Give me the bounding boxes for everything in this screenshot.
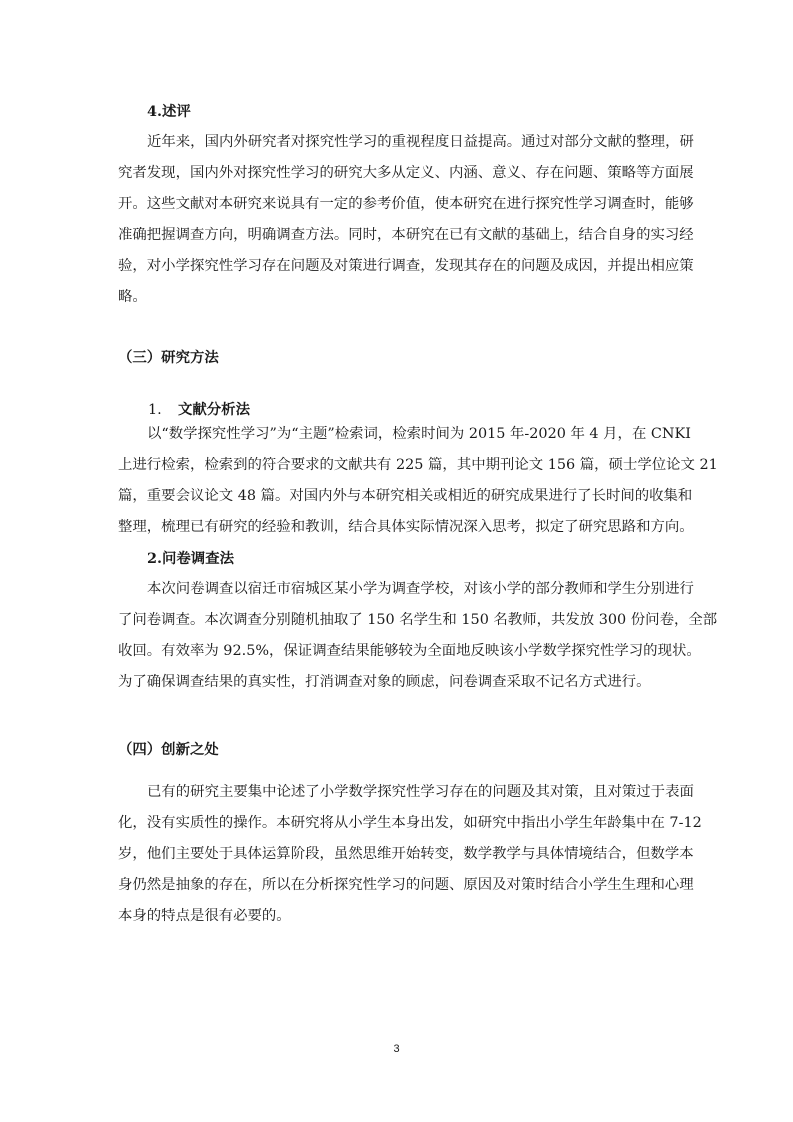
section-heading-review: 4.述评 [147, 103, 191, 120]
subsection-heading-literature: 文献分析法 [178, 401, 250, 418]
paragraph-line: 略。 [118, 289, 147, 305]
paragraph-line: 准确把握调查方向，明确调查方法。同时，本研究在已有文献的基础上，结合自身的实习经 [118, 227, 694, 243]
paragraph-line: 化，没有实质性的操作。本研究将从小学生本身出发，如研究中指出小学生年龄集中在 7-12 [118, 815, 702, 831]
page-number: 3 [393, 1043, 400, 1055]
paragraph-line: 已有的研究主要集中论述了小学数学探究性学习存在的问题及其对策，且对策过于表面 [147, 784, 694, 800]
paragraph-line: 究者发现，国内外对探究性学习的研究大多从定义、内涵、意义、存在问题、策略等方面展 [118, 165, 694, 181]
paragraph-line: 以“数学探究性学习”为“主题”检索词，检索时间为 2015 年-2020 年 4 月，在 CNKI [147, 426, 691, 442]
paragraph-line: 本身的特点是很有必要的。 [118, 908, 291, 924]
paragraph-line: 岁，他们主要处于具体运算阶段，虽然思维开始转变，数学教学与具体情境结合，但数学本 [118, 846, 694, 862]
paragraph-line: 开。这些文献对本研究来说具有一定的参考价值，使本研究在进行探究性学习调查时，能够 [118, 196, 694, 212]
paragraph-line: 验，对小学探究性学习存在问题及对策进行调查，发现其存在的问题及成因，并提出相应策 [118, 258, 694, 274]
paragraph-line: 篇，重要会议论文 48 篇。对国内外与本研究相关或相近的研究成果进行了长时间的收集和 [118, 488, 693, 504]
paragraph-line: 上进行检索，检索到的符合要求的文献共有 225 篇，其中期刊论文 156 篇，硕士学位论文 21 [118, 457, 718, 473]
paragraph-line: 身仍然是抽象的存在，所以在分析探究性学习的问题、原因及对策时结合小学生生理和心理 [118, 877, 694, 893]
paragraph-line: 为了确保调查结果的真实性，打消调查对象的顾虑，问卷调查采取不记名方式进行。 [118, 674, 651, 690]
paragraph-line: 近年来，国内外研究者对探究性学习的重视程度日益提高。通过对部分文献的整理，研 [147, 134, 694, 150]
section-heading-innovation: （四）创新之处 [118, 741, 219, 758]
subsection-number: 1. [148, 402, 162, 418]
subsection-heading-survey: 2.问卷调查法 [147, 550, 234, 567]
section-heading-methods: （三）研究方法 [118, 349, 219, 366]
paragraph-line: 收回。有效率为 92.5%，保证调查结果能够较为全面地反映该小学数学探究性学习的现状。 [118, 643, 701, 659]
paragraph-line: 整理，梳理已有研究的经验和教训，结合具体实际情况深入思考，拟定了研究思路和方向。 [118, 519, 694, 535]
paragraph-line: 本次问卷调查以宿迁市宿城区某小学为调查学校，对该小学的部分教师和学生分别进行 [147, 581, 694, 597]
paragraph-line: 了问卷调查。本次调查分别随机抽取了 150 名学生和 150 名教师，共发放 300 份问卷，全部 [118, 612, 718, 628]
